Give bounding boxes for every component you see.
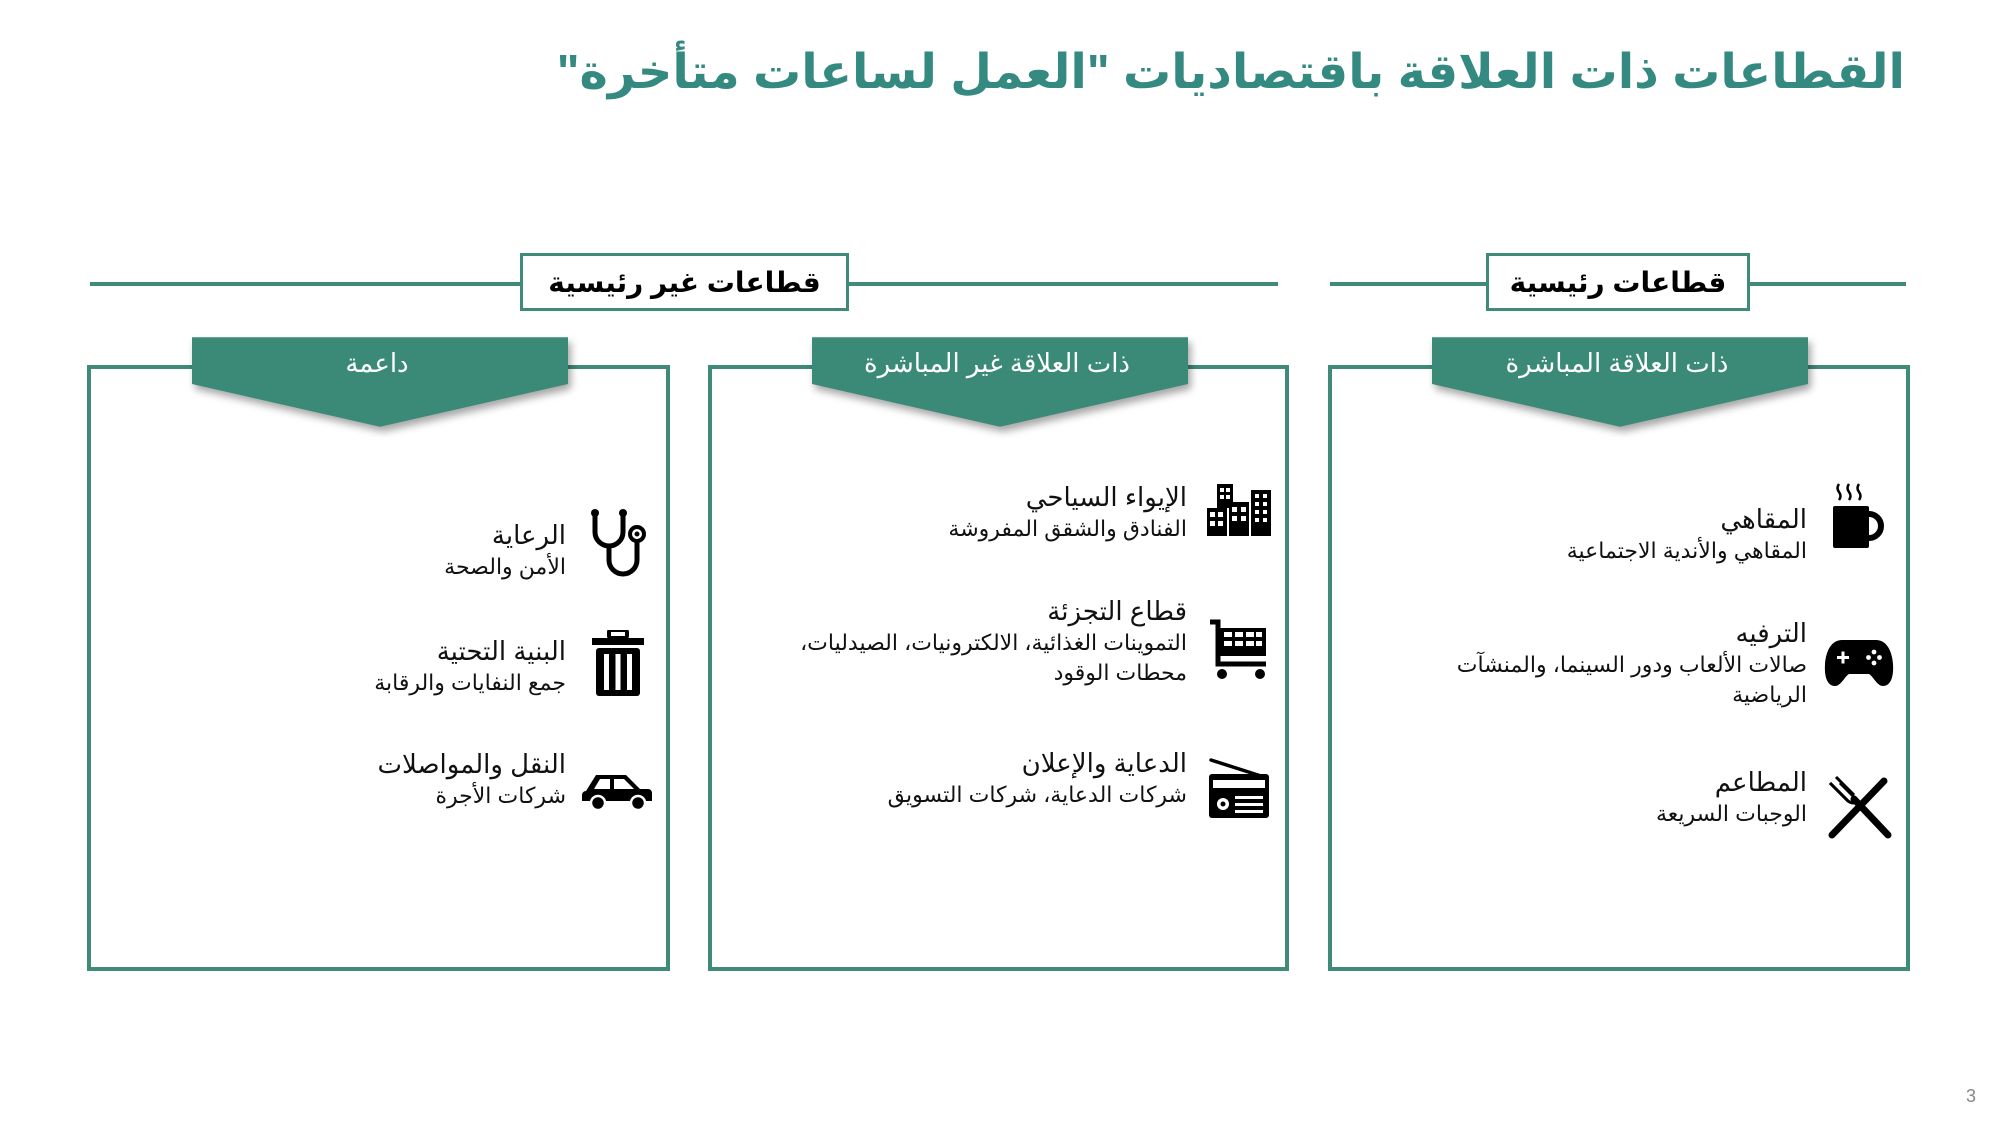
- item-desc: صالات الألعاب ودور السينما، والمنشآت الرياضية: [1456, 652, 1807, 707]
- list-item: [747, 746, 1277, 820]
- item-desc: شركات الدعاية، شركات التسويق: [887, 782, 1187, 807]
- gamepad-icon: [1821, 616, 1897, 686]
- trash-can-icon: [580, 630, 656, 696]
- banner-direct: [1432, 334, 1802, 422]
- item-title: الرعاية: [491, 520, 566, 550]
- slide-title: القطاعات ذات العلاقة باقتصاديات "العمل لساعات متأخرة": [556, 46, 1905, 99]
- stethoscope-icon: [580, 508, 656, 580]
- list-item: [156, 630, 656, 698]
- item-title: قطاع التجزئة: [1047, 596, 1187, 626]
- list-item: [1377, 616, 1897, 710]
- item-title: البنية التحتية: [436, 636, 566, 666]
- category-label-non-main: [520, 253, 849, 311]
- list-item: [1377, 765, 1897, 839]
- list-item: [1377, 482, 1897, 566]
- fork-knife-icon: [1821, 765, 1897, 839]
- list-item: [747, 594, 1277, 688]
- item-title: المقاهي: [1720, 504, 1807, 534]
- coffee-mug-icon: [1821, 482, 1897, 550]
- banner-direct-text: ذات العلاقة المباشرة: [1505, 348, 1729, 378]
- item-title: النقل والمواصلات: [377, 749, 566, 779]
- banner-indirect: [812, 334, 1182, 422]
- category-label-non-main-text: قطاعات غير رئيسية: [548, 266, 821, 298]
- list-item: [156, 747, 656, 811]
- item-title: الدعاية والإعلان: [1021, 748, 1187, 778]
- item-desc: الفنادق والشقق المفروشة: [948, 516, 1187, 541]
- item-desc: الأمن والصحة: [444, 554, 566, 579]
- category-label-main: [1486, 253, 1750, 311]
- item-desc: جمع النفايات والرقابة: [374, 670, 566, 695]
- shopping-cart-icon: [1201, 594, 1277, 680]
- page-number: 3: [1965, 1086, 1976, 1106]
- list-item: [747, 480, 1277, 544]
- item-title: الإيواء السياحي: [1025, 482, 1187, 512]
- item-title: المطاعم: [1714, 767, 1807, 797]
- buildings-icon: [1201, 480, 1277, 536]
- item-title: الترفيه: [1735, 618, 1807, 648]
- item-desc: شركات الأجرة: [435, 783, 566, 808]
- car-icon: [580, 747, 656, 811]
- category-label-main-text: قطاعات رئيسية: [1509, 266, 1727, 298]
- item-desc: المقاهي والأندية الاجتماعية: [1566, 538, 1807, 563]
- banner-supporting: [192, 334, 562, 422]
- item-desc: التموينات الغذائية، الالكترونيات، الصيدليات، محطات الوقود: [800, 630, 1187, 685]
- list-item: [156, 508, 656, 582]
- banner-supporting-text: داعمة: [345, 348, 409, 378]
- banner-indirect-text: ذات العلاقة غير المباشرة: [863, 348, 1130, 378]
- radio-icon: [1201, 746, 1277, 820]
- item-desc: الوجبات السريعة: [1655, 801, 1807, 826]
